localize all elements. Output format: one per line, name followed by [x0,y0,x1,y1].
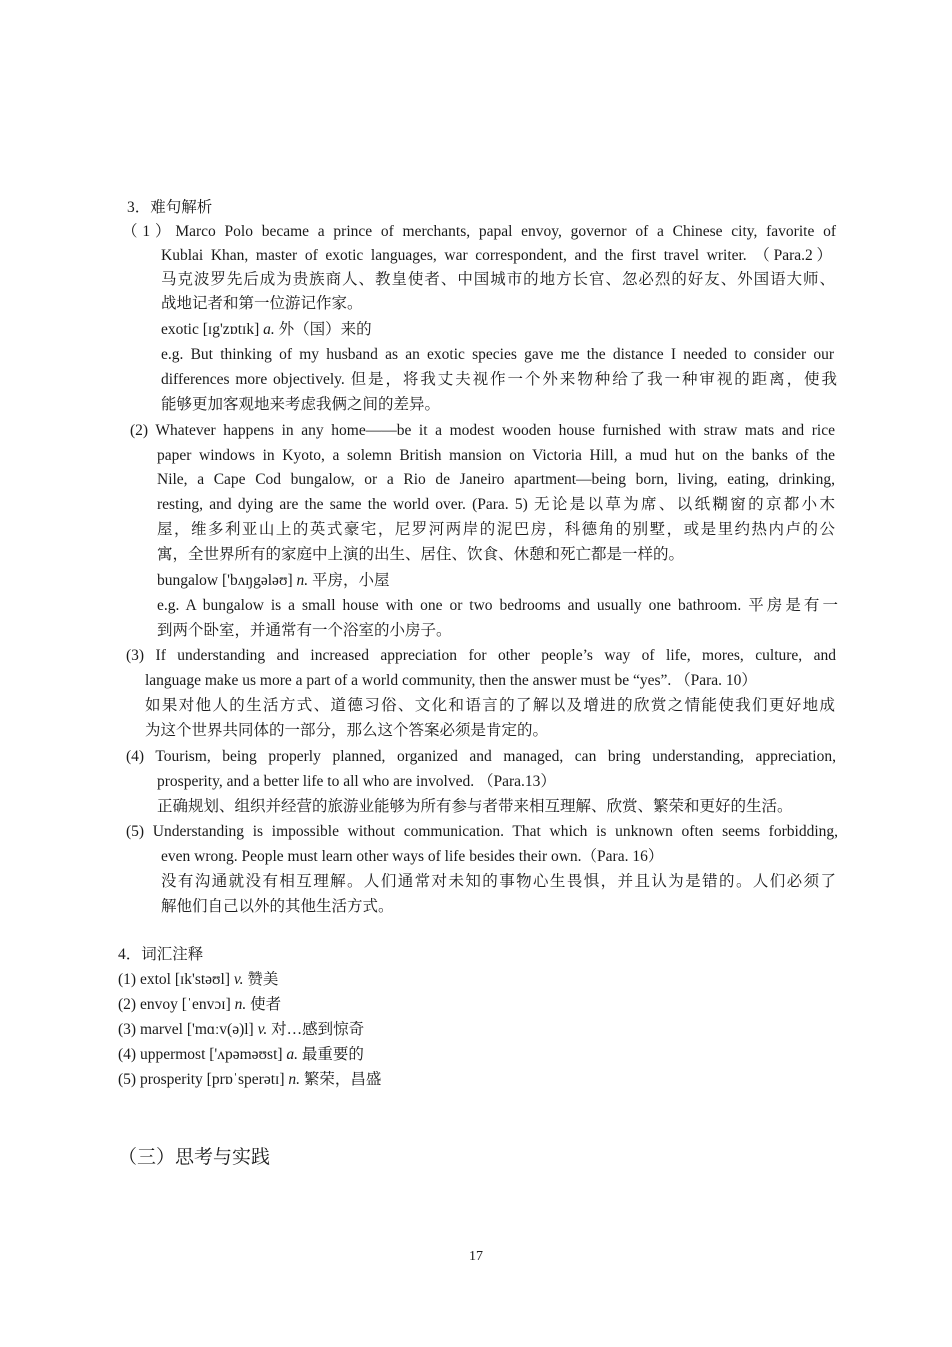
vocab-word: bungalow ['bʌŋgələʊ] [157,572,293,589]
glossary-item [118,968,278,992]
example-line: 能够更加客观地来考虑我俩之间的差异。 [161,396,441,413]
glossary-meaning: 赞美 [247,971,279,988]
sentence-line: even wrong. People must learn other ways of life besides their own.（Para. 16） [161,848,664,865]
glossary-meaning: 繁荣，昌盛 [303,1071,382,1088]
translation-line: 屋，维多利亚山上的英式豪宅，尼罗河两岸的泥巴房，科德角的别墅，或是里约热内卢的公 [157,521,835,538]
translation-line: 正确规划、组织并经营的旅游业能够为所有参与者带来相互理解、欣赏、繁荣和更好的生活。 [157,798,793,815]
sentence-line: Kublai Khan, master of exotic languages, war correspondent, and the first travel writer. （Para.2） [161,247,832,264]
glossary-item [118,993,281,1017]
part-of-speech: n. [296,572,309,589]
glossary-number: (4) [118,1046,137,1063]
section-heading: 3．难句解析 [127,199,213,216]
sentence-line: resting, and dying are the same the world over. (Para. 5) 无论是以草为席、以纸糊窗的京都小木 [157,496,835,513]
glossary-item [118,1068,381,1092]
sentence-line: (4) Tourism, being properly planned, organized and managed, can bring understanding, appreciation, [126,748,836,765]
glossary-word: extol [ɪk'stəʊl] [139,971,231,988]
glossary-meaning: 使者 [250,996,282,1013]
translation-line: 解他们自己以外的其他生活方式。 [161,898,394,915]
part-of-speech: n. [234,996,247,1013]
part-of-speech: n. [288,1071,300,1088]
glossary-item [118,1018,364,1042]
glossary-word: envoy [ˈenvɔɪ] [139,996,231,1013]
glossary-number: (1) [118,971,137,988]
vocab-note [157,569,390,593]
example-line: differences more objectively. 但是，将我丈夫视作一个外来物种给了我一种审视的距离，使我 [161,371,837,388]
glossary-item [118,1043,364,1067]
vocab-meaning: 平房，小屋 [312,572,390,589]
translation-line: 如果对他人的生活方式、道德习俗、文化和语言的了解以及增进的欣赏之情能使我们更好地成 [145,697,835,714]
next-section-heading: （三）思考与实践 [118,1147,271,1168]
sentence-line: Nile, a Cape Cod bungalow, or a Rio de Janeiro apartment—being born, living, eating, drinking, [157,471,835,488]
glossary-number: (3) [118,1021,137,1038]
sentence-line: paper windows in Kyoto, a solemn British mansion on Victoria Hill, a mud hut on the banks of the [157,447,835,464]
sentence-line: language make us more a part of a world community, then the answer must be “yes”. （Para. 10） [145,672,757,689]
page-number: 17 [469,1249,483,1264]
glossary-word: uppermost ['ʌpəməʊst] [139,1046,283,1063]
vocab-note [161,318,372,342]
example-line: e.g. A bungalow is a small house with one or two bedrooms and usually one bathroom. 平房是有一 [157,597,838,614]
sentence-line: prosperity, and a better life to all who are involved. （Para.13） [157,773,556,790]
glossary-meaning: 对…感到惊奇 [271,1021,365,1038]
sentence-line: (3) If understanding and increased appreciation for other people’s way of life, mores, culture, and [126,647,836,664]
glossary-word: marvel ['mɑːv(ə)l] [139,1021,254,1038]
translation-line: 马克波罗先后成为贵族商人、教皇使者、中国城市的地方长官、忽必烈的好友、外国语大师、 [161,271,835,288]
glossary-word: prosperity [prɒˈsperətɪ] [139,1071,285,1088]
vocab-meaning: 外（国）来的 [278,321,372,338]
example-line: e.g. But thinking of my husband as an exotic species gave me the distance I needed to consider our [161,346,834,363]
translation-line: 没有沟通就没有相互理解。人们通常对未知的事物心生畏惧，并且认为是错的。人们必须了 [161,873,836,890]
part-of-speech: a. [263,321,275,338]
part-of-speech: v. [257,1021,268,1038]
section-heading: 4．词汇注释 [118,946,204,963]
sentence-line: (5) Understanding is impossible without communication. That which is unknown often seems forbidding, [126,823,838,840]
sentence-line: (2) Whatever happens in any home——be it a modest wooden house furnished with straw mats and rice [130,422,835,439]
translation-line: 战地记者和第一位游记作家。 [161,295,363,312]
glossary-meaning: 最重要的 [301,1046,364,1063]
part-of-speech: v. [233,971,244,988]
glossary-number: (5) [118,1071,137,1088]
translation-line: 寓，全世界所有的家庭中上演的出生、居住、饮食、休憩和死亡都是一样的。 [157,546,685,563]
sentence-line: （1）Marco Polo became a prince of merchants, papal envoy, governor of a Chinese city, favorite of [122,223,836,240]
glossary-number: (2) [118,996,137,1013]
vocab-word: exotic [ɪg'zɒtɪk] [161,321,260,338]
example-line: 到两个卧室，并通常有一个浴室的小房子。 [157,622,452,639]
part-of-speech: a. [286,1046,299,1063]
translation-line: 为这个世界共同体的一部分，那么这个答案必须是肯定的。 [145,722,549,739]
